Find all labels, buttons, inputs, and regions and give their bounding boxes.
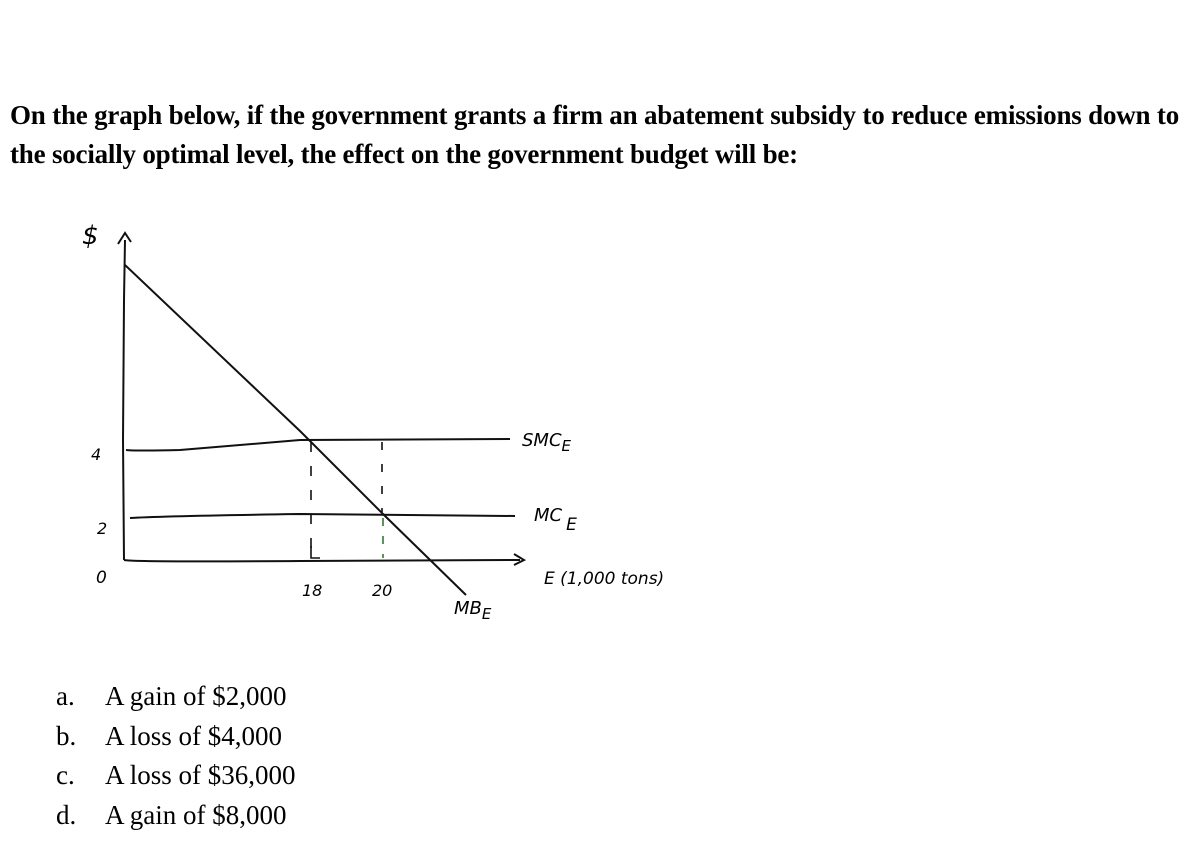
- option-d[interactable]: [56, 796, 296, 836]
- option-letter: d.: [56, 799, 77, 830]
- y-axis: [123, 240, 125, 560]
- option-text: A loss of $4,000: [105, 720, 283, 751]
- abatement-graph: [0, 200, 760, 640]
- option-letter: a.: [56, 681, 75, 711]
- question-text: On the graph below, if the government grants a firm an abatement subsidy to reduce emissions down to the socially optimal level, the effect on the government budget will be:: [10, 100, 1180, 169]
- mc-curve: [130, 514, 515, 518]
- option-c[interactable]: [56, 756, 296, 796]
- y-tick-2: 2: [97, 519, 108, 538]
- option-letter: c.: [56, 760, 75, 790]
- y-axis-label: $: [82, 221, 99, 251]
- option-a[interactable]: [56, 677, 296, 717]
- option-b[interactable]: [56, 717, 296, 757]
- x-tick-18: 18: [302, 581, 323, 600]
- guide-line-18-foot: [311, 546, 320, 558]
- mb-label: $MB_E$: [454, 598, 492, 623]
- y-tick-4: 4: [91, 445, 102, 464]
- option-text: A loss of $36,000: [105, 760, 296, 790]
- option-text: A gain of $2,000: [105, 681, 287, 711]
- smc-label: $SMC_E$: [522, 430, 572, 455]
- option-letter: b.: [56, 720, 77, 751]
- mb-curve: [125, 265, 466, 595]
- x-tick-20: 20: [372, 581, 393, 600]
- x-axis: [124, 560, 520, 561]
- mc-label: MC E: [534, 505, 577, 535]
- answer-options: [56, 677, 296, 835]
- y-tick-0: 0: [96, 568, 107, 588]
- x-axis-label: E (1,000 tons): [544, 569, 665, 589]
- option-text: A gain of $8,000: [105, 799, 287, 830]
